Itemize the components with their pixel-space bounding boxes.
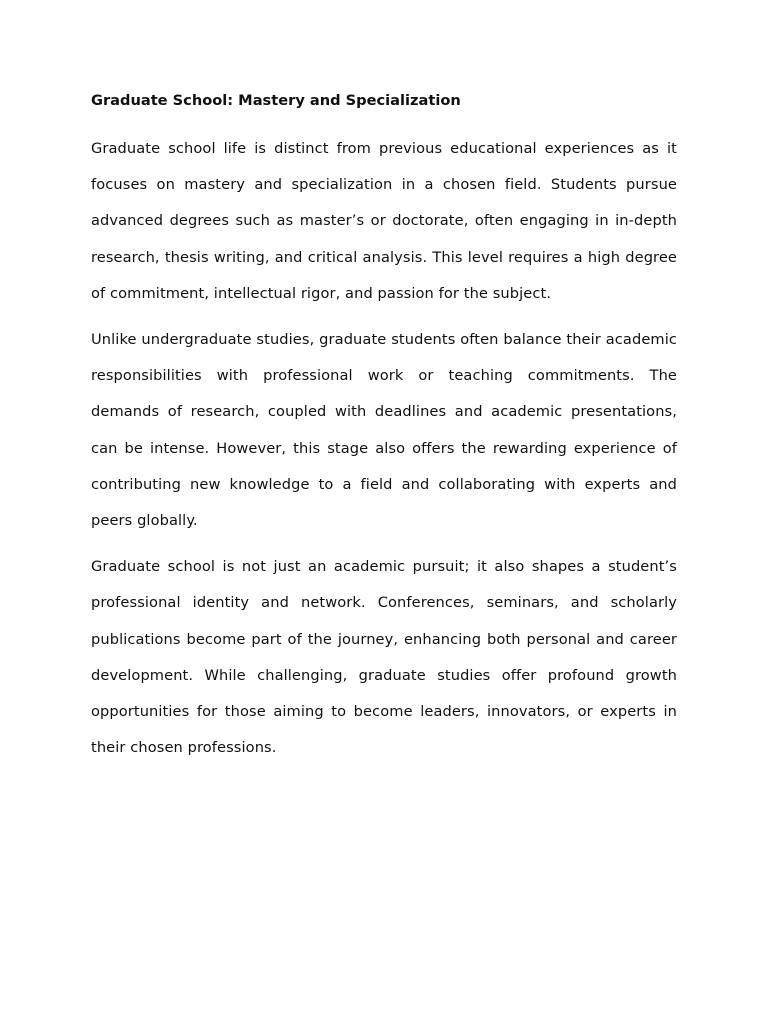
document-body	[91, 90, 677, 776]
document-title: Graduate School: Mastery and Specialization	[91, 92, 461, 109]
paragraph-1: Graduate school life is distinct from previous educational experiences as it focuses on mastery and specialization in a chosen field. Students pursue advanced degrees such as master’s or doctorate, often engaging in in-depth research, thesis writing, and critical analysis. This level requires a high degree of commitment, intellectual rigor, and passion for the subject.	[91, 140, 677, 302]
paragraph-2: Unlike undergraduate studies, graduate students often balance their academic responsibilities with professional work or teaching commitments. The demands of research, coupled with deadlines and academic presentations, can be intense. However, this stage also offers the rewarding experience of contributing new knowledge to a field and collaborating with experts and peers globally.	[91, 331, 677, 530]
paragraph-3: Graduate school is not just an academic pursuit; it also shapes a student’s professional identity and network. Conferences, seminars, and scholarly publications become part of the journey, enhancing both personal and career development. While challenging, graduate studies offer profound growth opportunities for those aiming to become leaders, innovators, or experts in their chosen professions.	[91, 558, 677, 757]
